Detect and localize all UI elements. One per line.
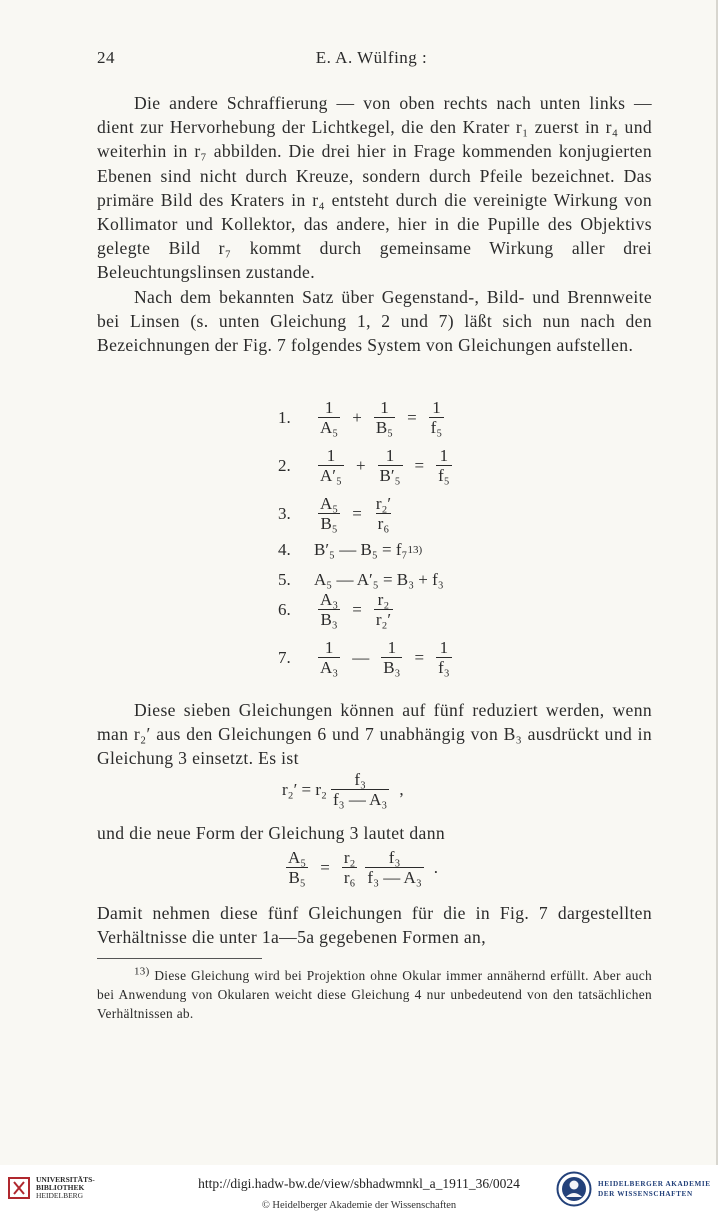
paragraph: Damit nehmen diese fünf Gleichungen für die in Fig. 7 dargestellten Verhältnisse die unter 1a—5a gegebenen Formen an, <box>97 903 652 948</box>
equation-4: 4. B′₅ — B₅ = f₇ 13) <box>278 540 423 559</box>
equation-7: 7. $\frac{1}{\text{A₃}}$ — $\frac{1}{\text{B₃}}$ = $\frac{1}{\text{f₃}}$ <box>278 638 450 677</box>
equation-3: 3. $\frac{\text{A₅}}{\text{B₅}}$ = $\frac{\text{r₂′}}{\text{r₆}}$ <box>278 494 392 533</box>
paragraph-block-3 <box>97 821 652 845</box>
footnote-divider <box>97 958 262 959</box>
equation-1: 1. $\frac{1}{\text{A₅}}$ + $\frac{1}{\text{B₅}}$ = $\frac{1}{\text{f₅}}$ <box>278 398 443 437</box>
paragraph: Diese sieben Gleichungen können auf fünf reduziert werden, wenn man r₂′ aus den Gleichungen 6 und 7 unabhängig von B₃ ausdrückt und in Gleichung 3 einsetzt. Es ist <box>97 700 652 769</box>
paragraph-block-1 <box>97 91 652 357</box>
paragraph: Die andere Schraffierung — von oben rechts nach unten links — dient zur Hervorhebung der Lichtkegel, die den Krater r₁ zuerst in r₄ und weiterhin in r₇ abbilden. Die drei hier in Frage kommenden konjugierten Ebenen sind nicht durch Kreuze, sondern durch Pfeile bezeichnet. Das primäre Bild des Kraters in r₄ entsteht durch die vereinigte Wirkung von Kollimator und Kollektor, das andere, hier in die Pupille des Objektivs gelegte Bild r₇ kommt durch gemeinsame Wirkung aller drei Beleuchtungslinsen zustande. <box>97 93 652 283</box>
academy-logo[interactable]: HEIDELBERGER AKADEMIE DER WISSENSCHAFTEN <box>556 1171 711 1207</box>
equation-5: 5. A₅ — A′₅ = B₃ + f₃ <box>278 570 444 589</box>
paragraph-block-4 <box>97 901 652 949</box>
footnote-text: Diese Gleichung wird bei Projektion ohne Okular immer annähernd erfüllt. Aber auch bei Anwendung von Okularen weicht diese Gleichung 4 nur unbedeutend von den tatsächlichen Verhältnissen ab. <box>97 968 652 1021</box>
paragraph: und die neue Form der Gleichung 3 lautet dann <box>97 823 445 843</box>
copyright-notice: © Heidelberger Akademie der Wissenschaften <box>261 1200 457 1211</box>
academy-seal-icon <box>556 1171 592 1207</box>
paragraph-block-2 <box>97 698 652 771</box>
library-logo[interactable]: UNIVERSITÄTS- BIBLIOTHEK HEIDELBERG <box>8 1176 95 1200</box>
page-number: 24 <box>97 48 115 67</box>
derived-equation-1: r₂′ = r₂ $\frac{\text{f₃}}{\text{f₃ — A₃}}$ , <box>282 770 404 809</box>
equation-2: 2. $\frac{1}{\text{A′₅}}$ + $\frac{1}{\text{B′₅}}$ = $\frac{1}{\text{f₅}}$ <box>278 446 450 485</box>
paragraph: Nach dem bekannten Satz über Gegenstand-, Bild- und Brennweite bei Linsen (s. unten Gleichung 1, 2 und 7) läßt sich nun nach den Bezeichnungen der Fig. 7 folgendes System von Gleichungen aufstellen. <box>97 286 652 356</box>
derived-equation-2: $\frac{\text{A₅}}{\text{B₅}}$ = $\frac{\text{r₂}}{\text{r₆}}$ $\frac{\text{f₃}}{\text{f₃ — A₃}}$ . <box>288 848 439 887</box>
footnote-mark: 13) <box>134 965 150 978</box>
permalink-url[interactable]: http://digi.hadw-bw.de/view/sbhadwmnkl_a_1911_36/0024 <box>198 1176 520 1191</box>
footnote <box>97 966 652 1023</box>
running-head-author: E. A. Wülfing : <box>315 48 428 67</box>
equation-6: 6. $\frac{\text{A₃}}{\text{B₃}}$ = $\frac{\text{r₂}}{\text{r₂′}}$ <box>278 590 392 629</box>
